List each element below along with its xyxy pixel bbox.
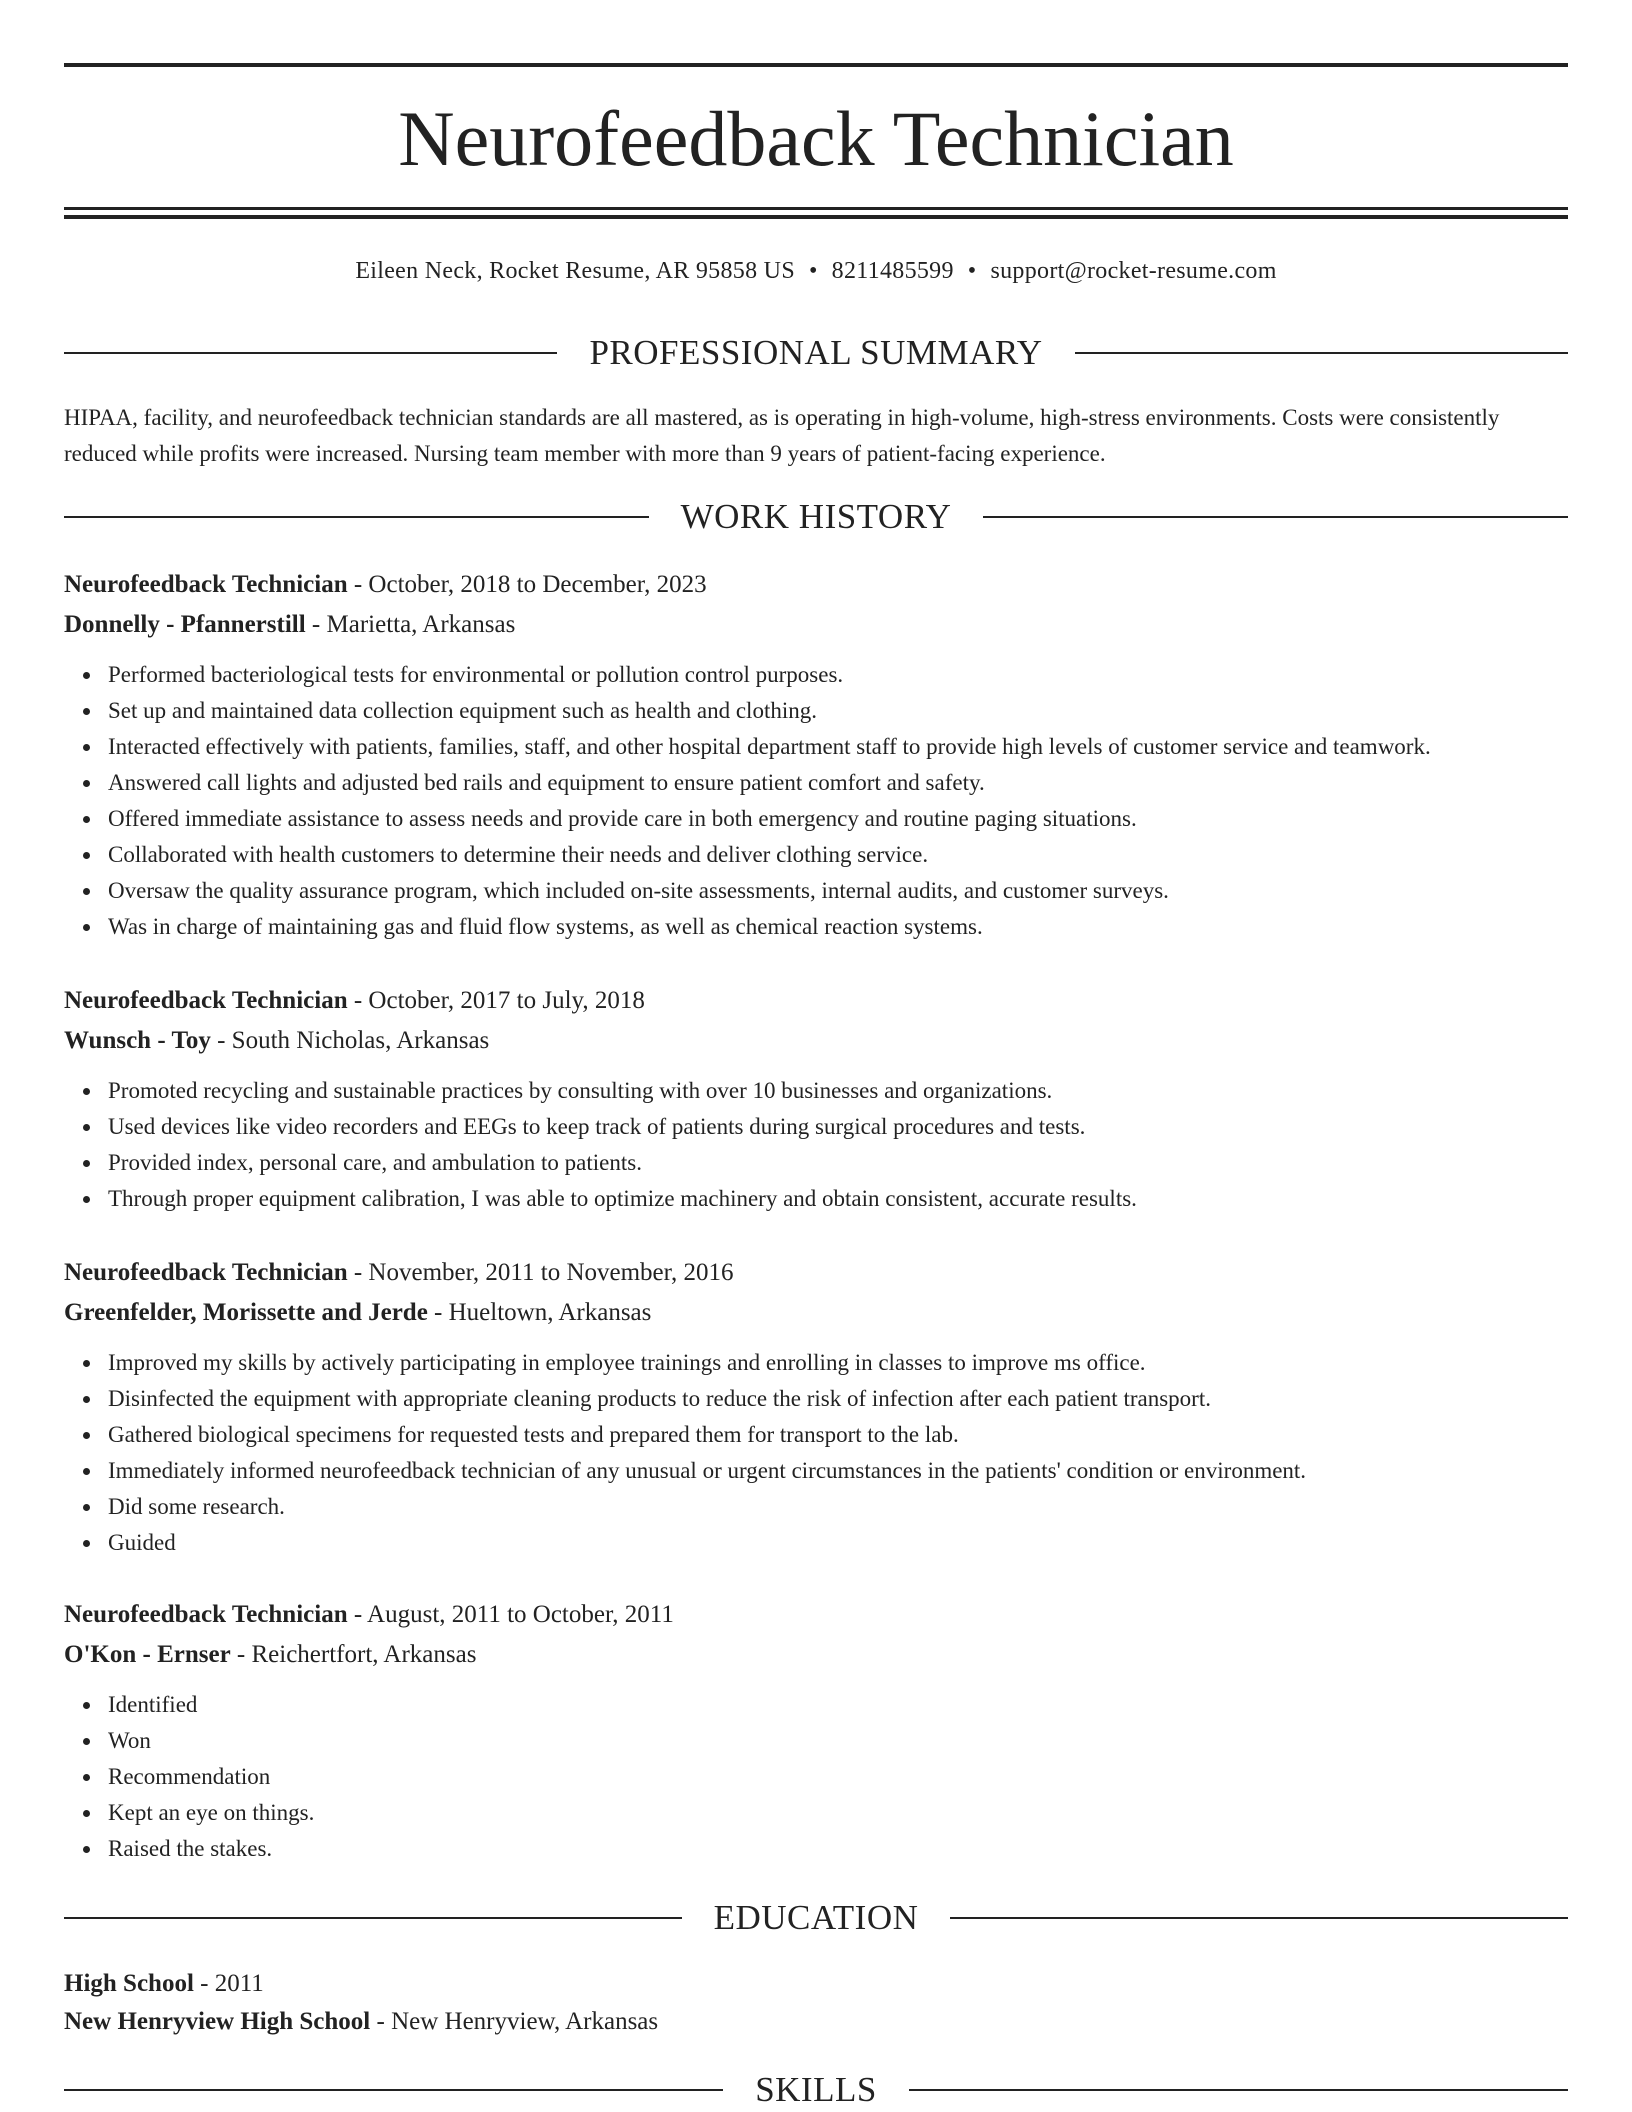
job-bullets	[64, 1687, 1568, 1867]
job-bullet: Disinfected the equipment with appropriate cleaning products to reduce the risk of infection after each patient transport.	[108, 1381, 1568, 1417]
job-location: - Reichertfort, Arkansas	[230, 1641, 477, 1668]
header-bottom-rule-1	[64, 207, 1568, 210]
job-company: Greenfelder, Morissette and Jerde	[64, 1299, 428, 1326]
job-company-line	[64, 1021, 1568, 1061]
job-company-line	[64, 1635, 1568, 1675]
section-header-skills	[64, 2070, 1568, 2110]
job-entry	[64, 565, 1568, 945]
job-bullet: Raised the stakes.	[108, 1831, 1568, 1867]
job-entry	[64, 1595, 1568, 1867]
header-bottom-rule-2	[64, 215, 1568, 219]
job-bullet: Gathered biological specimens for requested tests and prepared them for transport to the lab.	[108, 1417, 1568, 1453]
section-title-summary: PROFESSIONAL SUMMARY	[589, 333, 1043, 372]
job-title: Neurofeedback Technician	[64, 1601, 348, 1628]
job-title-line	[64, 1253, 1568, 1293]
section-title-work: WORK HISTORY	[680, 497, 952, 536]
section-title-education: EDUCATION	[713, 1898, 919, 1937]
contact-line	[64, 255, 1568, 287]
job-company-line	[64, 605, 1568, 645]
section-rule-right	[983, 516, 1568, 518]
job-dates: - October, 2018 to December, 2023	[347, 571, 707, 598]
contact-separator: •	[967, 258, 977, 284]
job-location: - Hueltown, Arkansas	[427, 1299, 652, 1326]
job-bullet: Improved my skills by actively participating in employee trainings and enrolling in classes to improve ms office.	[108, 1345, 1568, 1381]
job-dates: - November, 2011 to November, 2016	[347, 1259, 734, 1286]
job-bullet: Identified	[108, 1687, 1568, 1723]
education-entry	[64, 1965, 1568, 2041]
job-location: - Marietta, Arkansas	[305, 611, 516, 638]
education-school: New Henryview High School	[64, 2008, 371, 2035]
education-school-line	[64, 2003, 1568, 2041]
job-bullet: Collaborated with health customers to determine their needs and deliver clothing service.	[108, 837, 1568, 873]
contact-phone: 8211485599	[831, 258, 954, 284]
job-bullet: Did some research.	[108, 1489, 1568, 1525]
education-degree-line	[64, 1965, 1568, 2003]
education-year: - 2011	[193, 1970, 264, 1997]
contact-separator: •	[808, 258, 818, 284]
education-location: - New Henryview, Arkansas	[370, 2008, 659, 2035]
job-bullet: Provided index, personal care, and ambulation to patients.	[108, 1145, 1568, 1181]
section-rule-left	[64, 2089, 723, 2091]
education-degree: High School	[64, 1970, 194, 1997]
job-company-line	[64, 1293, 1568, 1333]
contact-address: Eileen Neck, Rocket Resume, AR 95858 US	[355, 258, 795, 284]
section-title-skills: SKILLS	[755, 2070, 877, 2109]
job-title-line	[64, 565, 1568, 605]
job-title: Neurofeedback Technician	[64, 1259, 348, 1286]
section-rule-right	[1075, 352, 1568, 354]
header-top-rule	[64, 63, 1568, 67]
job-company: O'Kon - Ernser	[64, 1641, 231, 1668]
job-title: Neurofeedback Technician	[64, 987, 348, 1014]
job-bullets	[64, 1073, 1568, 1217]
section-header-summary	[64, 333, 1568, 373]
job-company: Donnelly - Pfannerstill	[64, 611, 306, 638]
job-bullet: Interacted effectively with patients, families, staff, and other hospital department staff to provide high levels of customer service and teamwork.	[108, 729, 1568, 765]
job-bullet: Kept an eye on things.	[108, 1795, 1568, 1831]
job-entry	[64, 1253, 1568, 1561]
section-header-education	[64, 1898, 1568, 1938]
section-rule-right	[909, 2089, 1568, 2091]
job-company: Wunsch - Toy	[64, 1027, 211, 1054]
section-rule-left	[64, 352, 557, 354]
section-rule-left	[64, 1917, 682, 1919]
job-bullets	[64, 657, 1568, 945]
professional-summary: HIPAA, facility, and neurofeedback technician standards are all mastered, as is operating in high-volume, high-stress environments. Costs were consistently reduced while profits were increased. Nursing team member with more than 9 years of patient-facing experience.	[64, 405, 1500, 466]
job-bullet: Immediately informed neurofeedback technician of any unusual or urgent circumstances in the patients' condition or environment.	[108, 1453, 1568, 1489]
job-bullet: Through proper equipment calibration, I was able to optimize machinery and obtain consistent, accurate results.	[108, 1181, 1568, 1217]
job-location: - South Nicholas, Arkansas	[210, 1027, 490, 1054]
section-rule-left	[64, 516, 649, 518]
job-bullet: Performed bacteriological tests for environmental or pollution control purposes.	[108, 657, 1568, 693]
job-title-line	[64, 1595, 1568, 1635]
section-rule-right	[950, 1917, 1568, 1919]
job-bullet: Answered call lights and adjusted bed rails and equipment to ensure patient comfort and safety.	[108, 765, 1568, 801]
job-bullets	[64, 1345, 1568, 1561]
job-dates: - August, 2011 to October, 2011	[347, 1601, 674, 1628]
job-title-line	[64, 981, 1568, 1021]
job-bullet: Used devices like video recorders and EEGs to keep track of patients during surgical procedures and tests.	[108, 1109, 1568, 1145]
job-entry	[64, 981, 1568, 1217]
job-bullet: Oversaw the quality assurance program, which included on-site assessments, internal audits, and customer surveys.	[108, 873, 1568, 909]
job-bullet: Won	[108, 1723, 1568, 1759]
job-title: Neurofeedback Technician	[64, 571, 348, 598]
job-bullet: Was in charge of maintaining gas and fluid flow systems, as well as chemical reaction systems.	[108, 909, 1568, 945]
job-bullet: Promoted recycling and sustainable practices by consulting with over 10 businesses and organizations.	[108, 1073, 1568, 1109]
job-bullet: Guided	[108, 1525, 1568, 1561]
job-bullet: Recommendation	[108, 1759, 1568, 1795]
contact-email: support@rocket-resume.com	[990, 258, 1277, 284]
candidate-name: Neurofeedback Technician	[398, 95, 1234, 182]
job-dates: - October, 2017 to July, 2018	[347, 987, 645, 1014]
job-bullet: Set up and maintained data collection equipment such as health and clothing.	[108, 693, 1568, 729]
section-header-work	[64, 497, 1568, 537]
job-bullet: Offered immediate assistance to assess needs and provide care in both emergency and routine paging situations.	[108, 801, 1568, 837]
